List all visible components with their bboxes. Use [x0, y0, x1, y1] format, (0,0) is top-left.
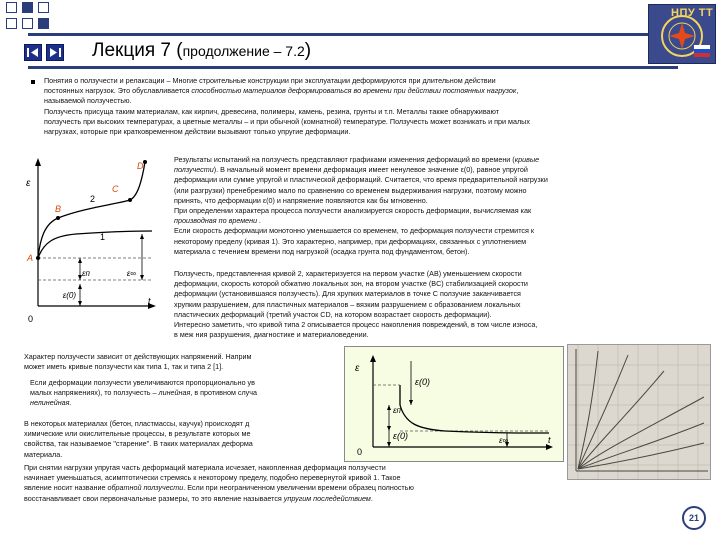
curve-2-paragraph: [174, 269, 714, 340]
axis-label-epsilon: ε: [355, 363, 360, 374]
next-slide-button[interactable]: [46, 44, 64, 61]
slide-title: Лекция 7 (продолжение – 7.2): [92, 40, 312, 61]
point-a: [36, 256, 40, 260]
scanned-chart-image: [568, 345, 710, 479]
reverse-creep-paragraph: [24, 463, 584, 504]
text-line: В некоторых материалах (бетон, пластмассы, каучук) происходят д: [24, 419, 250, 428]
intro-line: Понятия о ползучести и релаксации – Многие строительные конструкции при эксплуатации деформируются при длительном действии: [44, 76, 496, 85]
creep-curve-1: [38, 231, 152, 258]
y-axis-arrow: [370, 355, 376, 362]
decor-square: [22, 2, 33, 13]
text-line: Характер ползучести зависит от действующих напряжений. Наприм: [24, 352, 252, 361]
text-line: может иметь кривые ползучести как типа 1, так и типа 2 [1].: [24, 362, 224, 372]
axis-label-t: t: [548, 435, 551, 445]
decor-square: [6, 2, 17, 13]
point-d: [143, 160, 147, 164]
text-line: материала.: [24, 449, 63, 459]
text-line: При определении характера процесса ползучести анализируется скорость деформации, вычисляемая как: [174, 206, 532, 216]
logo-text: НПУ ТТ: [671, 7, 714, 19]
point-label-c: C: [112, 184, 119, 194]
point-label-b: B: [55, 204, 62, 214]
text-line: материала с течением времени под нагрузкой (осадка грунта под фундаментом, бетон).: [174, 246, 470, 256]
label-eps-n: εп: [393, 406, 401, 415]
curve-number-2: 2: [90, 194, 96, 204]
text-line: начинает уменьшаться, асимптотически стремясь к некоторому пределу, подобно перевернутой кривой 1. Такое: [24, 473, 401, 483]
experimental-creep-curves-photo: [567, 344, 711, 480]
label-eps-0-top: ε(0): [415, 377, 430, 387]
arrow-right-icon: [47, 45, 63, 60]
y-axis-arrow: [35, 158, 41, 166]
point-label-a: A: [27, 253, 34, 263]
intro-line: ползучесть при высоких температурах, а цветные металлы – и при обычной (комнатной) температуре. Ползучесть может возникать и при малых: [44, 116, 530, 126]
recovery-curve-inset: [344, 346, 564, 462]
decor-square: [38, 18, 49, 29]
label-eps-0-bottom: ε(0): [393, 431, 408, 441]
point-label-d: D: [137, 161, 144, 171]
label-eps-n: εп: [82, 269, 90, 278]
recovery-curve: [400, 405, 549, 433]
text-line: свойства, так называемое "старение". В таких материалах деформа: [24, 439, 253, 449]
text-line: принять, что деформации ε(0) и напряжение появляются как бы мгновенно.: [174, 195, 428, 205]
page-number-badge: 21: [682, 506, 706, 530]
header-rule-top: [28, 33, 678, 36]
text-line: явление носит название обратной ползучести. Если при неограниченном увеличении времени образец полностью: [24, 483, 414, 493]
text-line: (или разгрузки) пренебрежимо мало по сравнению со временем выдерживания нагрузки, поэтому можно: [174, 185, 527, 195]
recovery-curve-diagram: [345, 347, 563, 461]
text-line: в меж ния разрушения, диагностике и материаловедении.: [174, 330, 369, 340]
text-line: Ползучесть, представленная кривой 2, характеризуется на первом участке (AB) уменьшением скорости: [174, 269, 522, 278]
axis-label-t: t: [148, 296, 151, 306]
intro-paragraph: [44, 76, 684, 137]
linear-creep-paragraph: [30, 378, 344, 409]
text-line: Интересно заметить, что кривой типа 2 описывается процесс накопления повреждений, в том числе износа,: [174, 320, 538, 330]
text-line: некоторому пределу (кривая 1). Это характерно, например, при деформациях, связанных с уплотнением: [174, 236, 527, 246]
creep-results-paragraph: [174, 155, 714, 257]
text-line: нелинейная.: [30, 398, 72, 408]
text-line: При снятии нагрузки упругая часть деформаций материала исчезает, накопленная деформация ползучести: [24, 463, 386, 472]
point-c: [128, 198, 132, 202]
label-eps-inf: ε∞: [126, 269, 136, 278]
creep-curve-diagram: [24, 156, 170, 326]
bullet-marker: [31, 80, 35, 84]
text-line: Результаты испытаний на ползучесть представляют графиками изменения деформаций во времени (кривые: [174, 155, 540, 164]
intro-line: нагрузках, которые при кратковременном действии вызывают только упругие деформации.: [44, 127, 351, 137]
curve-number-1: 1: [100, 232, 106, 242]
arrow-left-icon: [25, 45, 41, 60]
university-logo: [648, 4, 716, 64]
text-line: Если скорость деформации монотонно уменьшается со временем, то деформация ползучести стремится к: [174, 226, 535, 236]
decor-square: [22, 18, 33, 29]
text-line: деформации (установившаяся ползучесть). Для хрупких материалов в точке C ползучие заканчивается: [174, 289, 521, 299]
text-line: хрупким разрушением, для пластичных материалов – вязким разрушением с образованием локальных: [174, 299, 521, 309]
axis-label-epsilon: ε: [26, 178, 31, 189]
aging-paragraph: [24, 419, 344, 460]
text-line: деформации, скорость которой обжатию локальных зон, на втором участке (BC) стабилизацией скорости: [174, 279, 528, 289]
stress-dependence-paragraph: [24, 352, 344, 372]
decor-square: [6, 18, 17, 29]
text-line: пластических деформаций (третий участок CD, на котором возрастает скорость деформации).: [174, 309, 492, 319]
intro-line: называемой ползучестью.: [44, 96, 132, 106]
text-line: деформации или сумме упругой и пластической деформаций. Считается, что время предварительной нагрузки: [174, 175, 548, 185]
text-line: восстанавливает свои первоначальные размеры, то это явление называется упругим последействием.: [24, 493, 373, 503]
prev-slide-button[interactable]: [24, 44, 42, 61]
intro-line: Ползучесть присуща таким материалам, как кирпич, древесина, полимеры, камень, резина, грунты и т.п. Металлы также обнаруживают: [44, 106, 500, 116]
intro-line: постоянных нагрузок. Это обуславливается способностью материалов деформироваться во времени при действии постоянных нагрузок,: [44, 86, 519, 96]
label-eps-inf: ε∞: [499, 436, 509, 445]
axis-label-origin: 0: [357, 447, 363, 457]
decor-square: [38, 2, 49, 13]
text-line: ползучести). В начальный момент времени деформация имеет ненулевое значение ε(0), равное упругой: [174, 165, 528, 175]
header-rule-bottom: [28, 66, 678, 69]
label-eps-0: ε(0): [62, 291, 76, 300]
text-line: малых напряжениях), то ползучесть – линейная, в противном случа: [30, 388, 258, 398]
point-b: [56, 216, 60, 220]
axis-label-origin: 0: [28, 314, 34, 324]
text-line: Если деформации ползучести увеличиваются пропорционально ув: [30, 378, 255, 387]
text-line: химические или окислительные процессы, в результате которых ме: [24, 429, 251, 439]
text-line: производная по времени .: [174, 216, 262, 226]
